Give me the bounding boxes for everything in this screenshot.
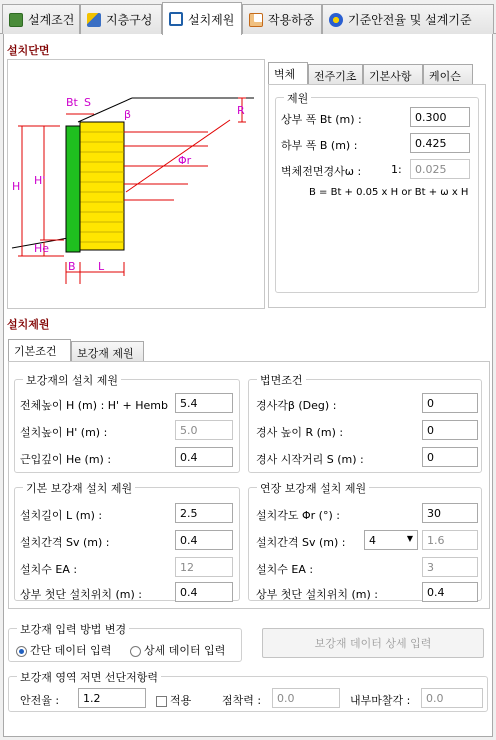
radio-detailed-indicator — [130, 646, 141, 657]
safety-factor-icon — [329, 13, 343, 27]
ext-count-input[interactable]: 3 — [422, 557, 478, 577]
slope-angle-input[interactable]: 0 — [422, 393, 478, 413]
basic-spacing-input[interactable]: 0.4 — [175, 530, 233, 550]
wall-bottom-width-input[interactable]: 0.425 — [410, 133, 470, 153]
label-h: H — [12, 180, 21, 193]
tab-basic-items[interactable]: 기본사항 — [363, 64, 423, 84]
ext-spacing-select[interactable]: 4 ▼ — [364, 530, 418, 550]
apply-checkbox-box — [156, 696, 167, 707]
basic-count-input[interactable]: 12 — [175, 557, 233, 577]
ext-count-label: 설치수 EA : — [256, 563, 314, 576]
wall-body — [66, 126, 80, 252]
slope-angle-label: 경사각β (Deg) : — [256, 399, 337, 412]
basic-length-label: 설치길이 L (m) : — [20, 509, 103, 522]
wall-tab-strip — [268, 64, 486, 86]
pencil-icon — [87, 13, 101, 27]
wall-formula: B = Bt + 0.05 x H or Bt + ω x H — [309, 187, 469, 198]
label-beta: β — [124, 108, 132, 121]
tab-install-spec[interactable]: 설치제원 — [162, 2, 242, 35]
install-tab-strip — [8, 341, 168, 363]
radio-detailed[interactable]: 상세 데이터 입력 — [130, 642, 225, 658]
reinforced-zone — [80, 122, 124, 250]
slope-height-label: 경사 높이 R (m) : — [256, 426, 344, 439]
ext-spacing-label: 설치간격 Sv (m) : — [256, 536, 346, 549]
slope-start-label: 경사 시작거리 S (m) : — [256, 453, 364, 466]
wall-tab-panel — [268, 84, 486, 308]
safety-factor-label: 안전율 : — [20, 694, 60, 707]
slope-height-input[interactable]: 0 — [422, 420, 478, 440]
shear-resistance-title: 보강재 영역 저면 선단저항력 — [17, 669, 161, 685]
ext-first-input[interactable]: 0.4 — [422, 582, 478, 602]
top-tab-bar — [0, 0, 496, 34]
total-height-label: 전체높이 H (m) : H' + Hemb — [20, 399, 169, 412]
tab-applied-load[interactable]: 작용하중 — [242, 4, 322, 34]
detail-input-button[interactable]: 보강재 데이터 상세 입력 — [262, 628, 484, 658]
basic-first-label: 상부 첫단 설치위치 (m) : — [20, 588, 142, 601]
wall-bottom-width-label: 하부 폭 B (m) : — [281, 139, 358, 152]
label-he: He — [34, 242, 50, 255]
tab-design-condition[interactable]: 설계조건 — [2, 4, 80, 34]
safety-factor-input[interactable]: 1.2 — [78, 688, 146, 708]
wall-slope-label: 벽체전면경사ω : — [281, 165, 362, 178]
design-condition-icon — [9, 13, 23, 27]
label-bt: Bt — [66, 96, 78, 109]
wall-section-diagram — [8, 60, 264, 308]
ext-first-label: 상부 첫단 설치위치 (m) : — [256, 588, 378, 601]
extended-reinforcement — [124, 120, 230, 200]
tab-wall[interactable]: 벽체 — [268, 62, 308, 84]
reinf-install-title: 보강재의 설치 제원 — [23, 372, 121, 388]
chevron-down-icon: ▼ — [406, 534, 413, 543]
wall-top-width-input[interactable]: 0.300 — [410, 107, 470, 127]
slope-condition-title: 법면조건 — [257, 372, 306, 388]
tab-basic-condition[interactable]: 기본조건 — [8, 339, 71, 361]
basic-length-input[interactable]: 2.5 — [175, 503, 233, 523]
label-b: B — [68, 260, 76, 273]
radio-simple-indicator — [16, 646, 27, 657]
cohesion-input[interactable]: 0.0 — [272, 688, 340, 708]
total-height-input[interactable]: 5.4 — [175, 393, 233, 413]
tab-reinforcement-spec[interactable]: 보강재 제원 — [71, 341, 144, 361]
label-h-prime: H' — [34, 174, 46, 187]
ext-reinf-title: 연장 보강재 설치 제원 — [257, 480, 369, 496]
section-diagram-panel — [7, 59, 265, 309]
load-icon — [249, 13, 263, 27]
tab-pole-foundation[interactable]: 전주기초 — [308, 64, 363, 84]
wall-spec-group-title: 제원 — [284, 90, 311, 106]
section-title-install: 설치제원 — [7, 318, 50, 331]
basic-reinf-title: 기본 보강재 설치 제원 — [23, 480, 135, 496]
install-height-label: 설치높이 H' (m) : — [20, 426, 108, 439]
basic-count-label: 설치수 EA : — [20, 563, 78, 576]
basic-first-input[interactable]: 0.4 — [175, 582, 233, 602]
tab-layer-config[interactable]: 지층구성 — [80, 4, 162, 34]
ext-angle-label: 설치각도 Φr (°) : — [256, 509, 340, 522]
input-method-title: 보강재 입력 방법 변경 — [17, 621, 129, 637]
wall-slope-input[interactable]: 0.025 — [410, 159, 470, 179]
wall-slope-ratio: 1: — [391, 163, 402, 176]
friction-angle-label: 내부마찰각 : — [350, 694, 411, 707]
label-r: R — [237, 104, 245, 117]
friction-angle-input[interactable]: 0.0 — [421, 688, 483, 708]
section-title-drawing: 설치단면 — [7, 44, 50, 57]
tab-safety-factor[interactable]: 기준안전율 및 설계기준 — [322, 4, 494, 34]
embed-depth-label: 근입깊이 He (m) : — [20, 453, 112, 466]
install-height-input[interactable]: 5.0 — [175, 420, 233, 440]
label-l: L — [98, 260, 105, 273]
label-phi: Φr — [178, 154, 192, 167]
ext-spacing-input[interactable]: 1.6 — [422, 530, 478, 550]
ext-angle-input[interactable]: 30 — [422, 503, 478, 523]
radio-simple[interactable]: 간단 데이터 입력 — [16, 642, 111, 658]
basic-spacing-label: 설치간격 Sv (m) : — [20, 536, 110, 549]
slope-start-input[interactable]: 0 — [422, 447, 478, 467]
cohesion-label: 점착력 : — [222, 694, 262, 707]
wall-top-width-label: 상부 폭 Bt (m) : — [281, 113, 362, 126]
install-spec-icon — [169, 12, 183, 26]
apply-checkbox[interactable]: 적용 — [156, 692, 191, 708]
label-s: S — [84, 96, 91, 109]
tab-caisson[interactable]: 케이슨 — [423, 64, 473, 84]
embed-depth-input[interactable]: 0.4 — [175, 447, 233, 467]
